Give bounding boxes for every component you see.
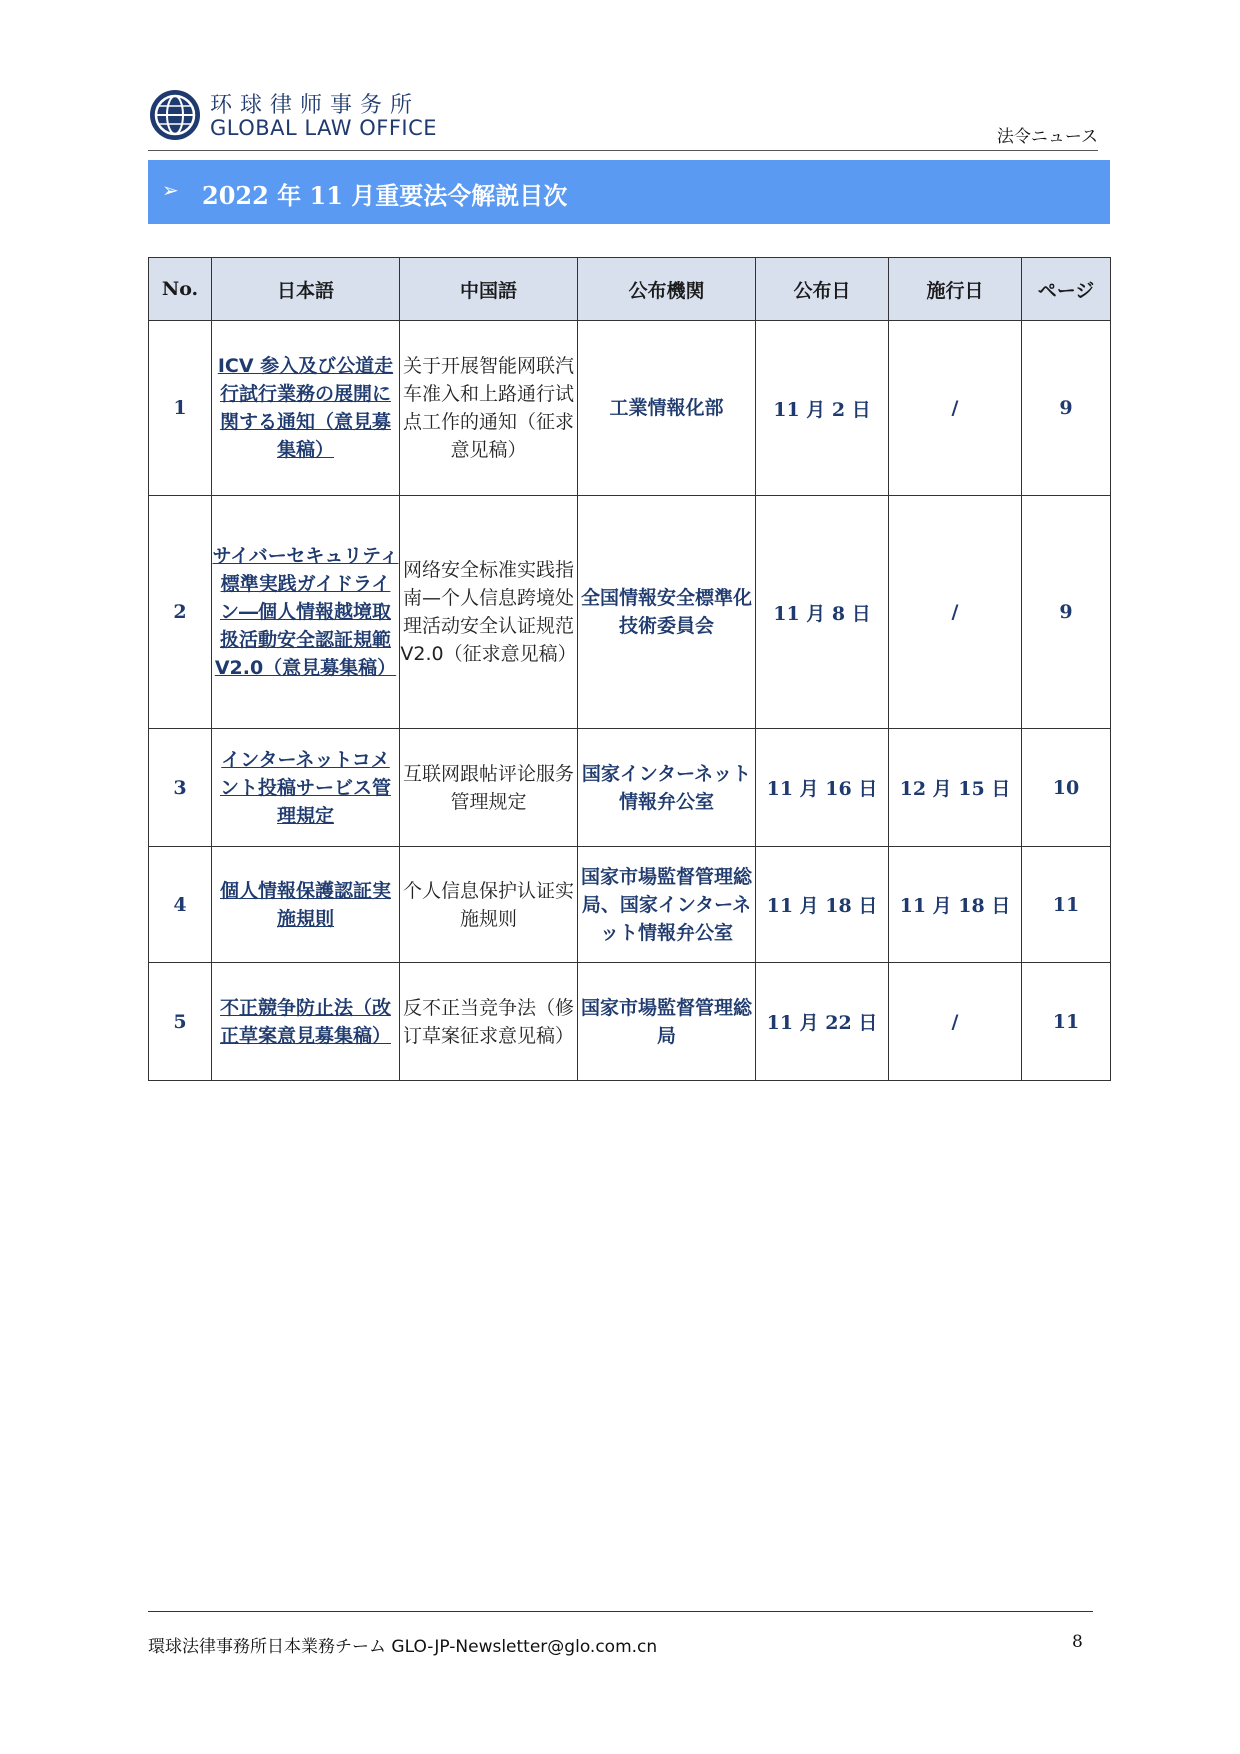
header-no: No. (149, 258, 212, 321)
published-date: 11 月 16 日 (756, 729, 889, 847)
japanese-title-cell (212, 321, 400, 496)
chinese-title: 关于开展智能网联汽车准入和上路通行试点工作的通知（征求意见稿） (400, 321, 578, 496)
triangle-right-icon: ➢ (162, 178, 179, 202)
effective-date: 11 月 18 日 (889, 847, 1022, 963)
effective-date: / (889, 321, 1022, 496)
japanese-title-link[interactable]: インターネットコメント投稿サービス管理規定 (219, 748, 391, 827)
effective-date: / (889, 963, 1022, 1081)
footer-divider (148, 1611, 1093, 1612)
table-row (149, 963, 1111, 1081)
table-row (149, 847, 1111, 963)
row-number: 3 (149, 729, 212, 847)
table-row (149, 321, 1111, 496)
row-number: 5 (149, 963, 212, 1081)
header-publisher: 公布機関 (578, 258, 756, 321)
section-tag: 法令ニュース (996, 127, 1098, 147)
page-number-cell: 9 (1022, 321, 1111, 496)
header-effective-date: 施行日 (889, 258, 1022, 321)
effective-date: 12 月 15 日 (889, 729, 1022, 847)
page-number: 8 (1072, 1632, 1083, 1652)
published-date: 11 月 8 日 (756, 496, 889, 729)
chinese-title: 个人信息保护认证实施规则 (400, 847, 578, 963)
firm-name-english: GLOBAL LAW OFFICE (210, 116, 438, 140)
header-japanese: 日本語 (212, 258, 400, 321)
chinese-title: 互联网跟帖评论服务管理规定 (400, 729, 578, 847)
effective-date: / (889, 496, 1022, 729)
published-date: 11 月 2 日 (756, 321, 889, 496)
header-divider (148, 150, 1098, 151)
chinese-title: 网络安全标准实践指南—个人信息跨境处理活动安全认证规范 V2.0（征求意见稿） (400, 496, 578, 729)
published-date: 11 月 18 日 (756, 847, 889, 963)
japanese-title-cell (212, 496, 400, 729)
globe-logo-icon (148, 88, 202, 142)
japanese-title-cell (212, 963, 400, 1081)
japanese-title-link[interactable]: 個人情報保護認証実施規則 (219, 879, 391, 930)
section-banner (148, 160, 1110, 224)
publisher: 国家インターネット情報弁公室 (578, 729, 756, 847)
row-number: 4 (149, 847, 212, 963)
page-number-cell: 11 (1022, 847, 1111, 963)
toc-table (148, 257, 1111, 1081)
publisher: 国家市場監督管理総局 (578, 963, 756, 1081)
header-published-date: 公布日 (756, 258, 889, 321)
japanese-title-link[interactable]: ICV 参入及び公道走行試行業務の展開に関する通知（意見募集稿） (217, 355, 394, 461)
page-number-cell: 10 (1022, 729, 1111, 847)
footer-contact: 環球法律事務所日本業務チーム GLO-JP-Newsletter@glo.com.cn (148, 1637, 658, 1657)
row-number: 1 (149, 321, 212, 496)
japanese-title-cell (212, 729, 400, 847)
page-number-cell: 9 (1022, 496, 1111, 729)
publisher: 工業情報化部 (578, 321, 756, 496)
table-row (149, 729, 1111, 847)
header-chinese: 中国語 (400, 258, 578, 321)
page-number-cell: 11 (1022, 963, 1111, 1081)
banner-title: 2022 年 11 月重要法令解説目次 (202, 181, 568, 210)
header-page: ページ (1022, 258, 1111, 321)
table-row (149, 496, 1111, 729)
japanese-title-link[interactable]: サイバーセキュリティ標準実践ガイドライン―個人情報越境取扱活動安全認証規範 V2.0（意見募集稿） (212, 545, 399, 679)
publisher: 全国情報安全標準化技術委員会 (578, 496, 756, 729)
firm-name-chinese: 环球律师事务所 (210, 93, 421, 118)
row-number: 2 (149, 496, 212, 729)
chinese-title: 反不正当竞争法（修订草案征求意见稿） (400, 963, 578, 1081)
japanese-title-cell (212, 847, 400, 963)
publisher: 国家市場監督管理総局、国家インターネット情報弁公室 (578, 847, 756, 963)
japanese-title-link[interactable]: 不正競争防止法（改正草案意見募集稿） (219, 996, 391, 1047)
page-header (148, 88, 1098, 148)
published-date: 11 月 22 日 (756, 963, 889, 1081)
table-header-row (149, 258, 1111, 321)
